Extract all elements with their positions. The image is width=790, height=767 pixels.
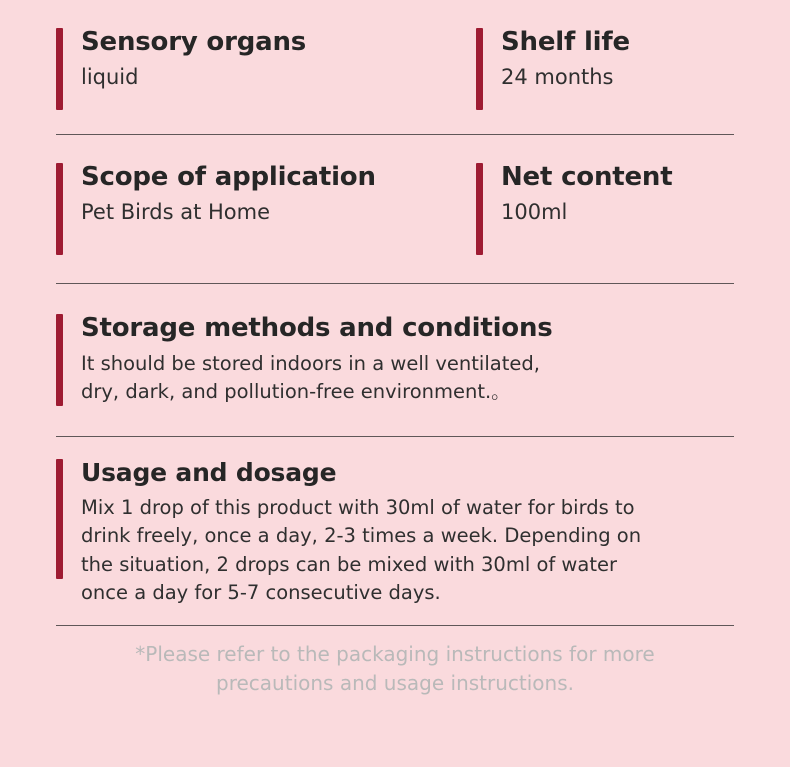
usage-text-line-4: once a day for 5-7 consecutive days. — [81, 580, 441, 604]
accent-bar — [476, 28, 483, 110]
storage-title: Storage methods and conditions — [81, 313, 553, 343]
usage-text-line-2: drink freely, once a day, 2-3 times a week. Depending on — [81, 524, 642, 548]
usage-section — [56, 437, 734, 625]
accent-bar — [56, 163, 63, 255]
scope-of-application-block — [56, 163, 476, 255]
storage-text-line-2: dry, dark, and pollution-free environment.。 — [81, 380, 511, 404]
usage-title: Usage and dosage — [81, 458, 337, 488]
divider-2 — [56, 283, 734, 284]
net-content-block — [476, 163, 734, 255]
storage-text-line-1: It should be stored indoors in a well ventilated, — [81, 351, 540, 375]
sensory-organs-value: liquid — [81, 64, 139, 89]
divider-1 — [56, 134, 734, 135]
scope-of-application-title: Scope of application — [81, 162, 376, 192]
shelf-life-block — [476, 28, 734, 110]
accent-bar — [476, 163, 483, 255]
footer-line-1: *Please refer to the packaging instructions for more — [135, 642, 655, 667]
sensory-organs-block — [56, 28, 476, 110]
shelf-life-value: 24 months — [501, 64, 614, 89]
storage-section — [56, 284, 734, 436]
divider-4 — [56, 625, 734, 626]
net-content-value: 100ml — [501, 199, 568, 224]
scope-of-application-value: Pet Birds at Home — [81, 199, 270, 224]
footer-note — [56, 626, 734, 698]
usage-text-line-3: the situation, 2 drops can be mixed with 30ml of water — [81, 552, 617, 576]
sensory-organs-title: Sensory organs — [81, 27, 307, 57]
net-content-title: Net content — [501, 162, 673, 192]
footer-line-2: precautions and usage instructions. — [216, 671, 574, 696]
accent-bar — [56, 314, 63, 406]
shelf-life-title: Shelf life — [501, 27, 630, 57]
section-row-2 — [56, 135, 734, 283]
usage-text-line-1: Mix 1 drop of this product with 30ml of water for birds to — [81, 496, 635, 520]
section-row-1 — [56, 18, 734, 134]
divider-3 — [56, 436, 734, 437]
accent-bar — [56, 28, 63, 110]
accent-bar — [56, 459, 63, 579]
